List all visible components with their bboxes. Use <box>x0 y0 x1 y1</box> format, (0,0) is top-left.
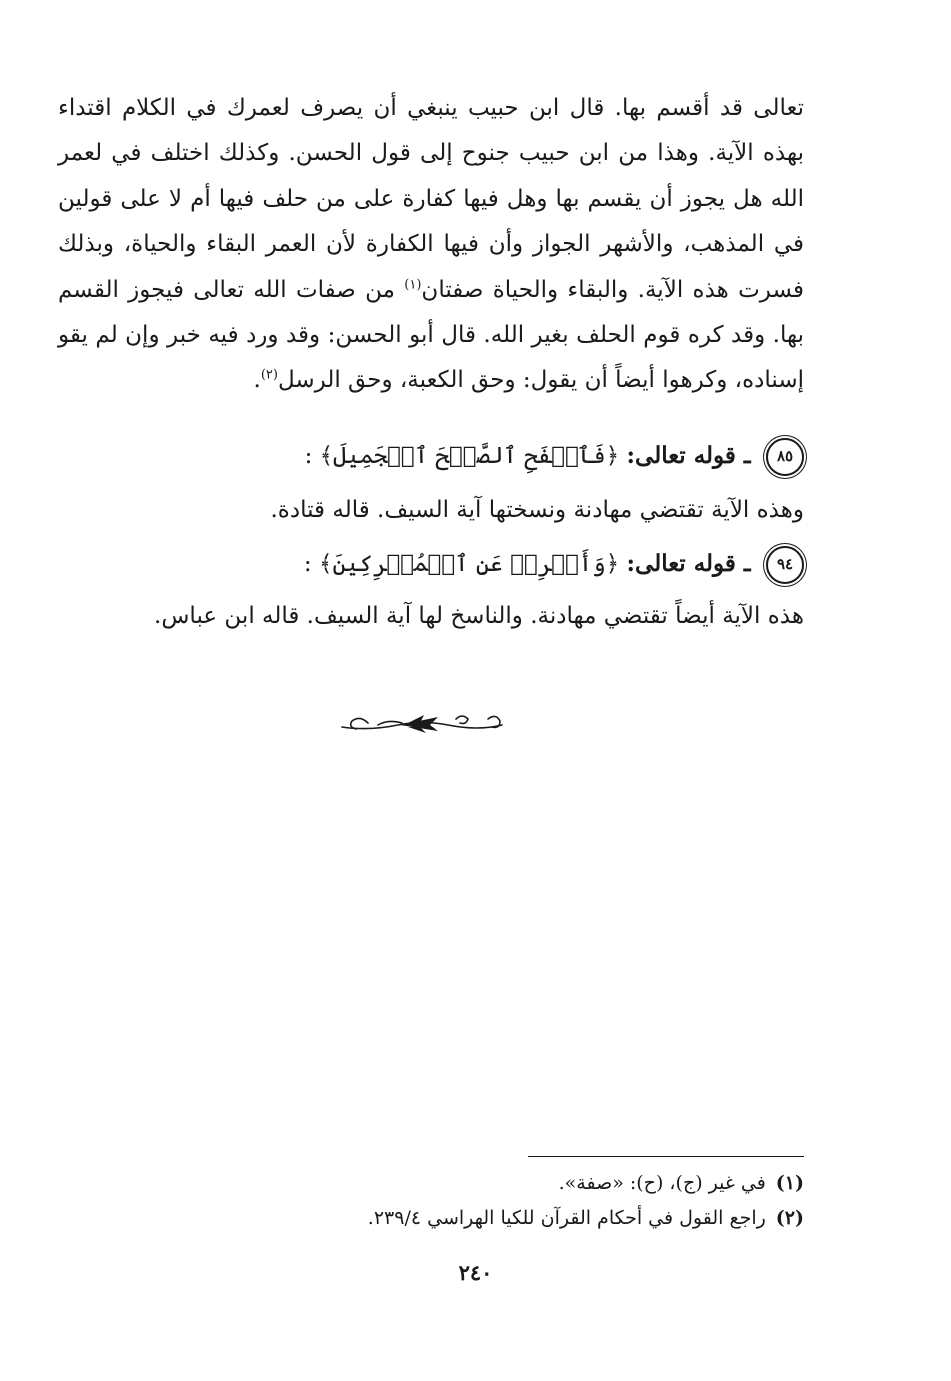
main-paragraph <box>58 86 804 404</box>
quran-verse: ﴿وَأَعۡرِضۡ عَنِ ٱلۡمُشۡرِكِينَ﴾ <box>318 551 620 577</box>
footnote-number: (٢) <box>775 1207 804 1229</box>
paragraph-1-text-b: من صفات الله تعالى فيجوز القسم بها. وقد كره قوم الحلف بغير الله. قال أبو الحسن: وقد ورد فيه خبر وإن لم يقو إسناده، وكرهوا أيضاً أن يقول: وحق الكعبة، وحق الرسل <box>58 276 804 394</box>
footnote-number: (١) <box>775 1172 804 1194</box>
paragraph-1-end: . <box>253 367 261 394</box>
footnote-ref-1[interactable]: (١) <box>404 276 422 292</box>
footnotes <box>58 1166 804 1236</box>
quran-verse: ﴿فَٱصۡفَحِ ٱلصَّفۡحَ ٱلۡجَمِيلَ﴾ <box>319 443 620 469</box>
section-text-85: وهذه الآية تقتضي مهادنة ونسختها آية السيف. قاله قتادة. <box>270 497 804 523</box>
section-lead: ـ قوله تعالى: <box>626 550 751 577</box>
paragraph-1 <box>58 86 804 404</box>
section-text-94: هذه الآية أيضاً تقتضي مهادنة. والناسخ لها آية السيف. قاله ابن عباس. <box>154 603 804 629</box>
footnote-1 <box>58 1166 804 1201</box>
section-end-ornament-icon <box>338 705 506 739</box>
footnote-divider <box>528 1156 804 1157</box>
verse-number-badge: ٨٥ <box>766 438 804 476</box>
heading-suffix: : <box>303 551 312 577</box>
page-number: ٢٤٠ <box>458 1260 493 1285</box>
section-lead: ـ قوله تعالى: <box>626 442 751 469</box>
paragraph-1-text-a: تعالى قد أقسم بها. قال ابن حبيب ينبغي أن يصرف لعمرك في الكلام اقتداء بهذه الآية. وهذا من ابن حبيب جنوح إلى قول الحسن. وكذلك اختلف في لعمر الله هل يجوز أن يقسم بها وهل فيها كفارة على من حلف فيها أم لا على قولين في المذهب، والأشهر الجواز وأن فيها الكفارة لأن العمر البقاء والحياة، وبذلك فسرت هذه الآية. والبقاء والحياة صفتان <box>58 95 804 303</box>
footnote-2 <box>58 1201 804 1236</box>
heading-suffix: : <box>304 443 313 469</box>
footnote-text: راجع القول في أحكام القرآن للكيا الهراسي ٢٣٩/٤. <box>367 1207 766 1229</box>
section-heading-94 <box>58 544 804 584</box>
section-heading-85 <box>58 436 804 476</box>
footnote-text: في غير (ج)، (ح): «صفة». <box>558 1172 766 1194</box>
footnote-ref-2[interactable]: (٢) <box>260 367 278 383</box>
verse-number-badge: ٩٤ <box>766 546 804 584</box>
